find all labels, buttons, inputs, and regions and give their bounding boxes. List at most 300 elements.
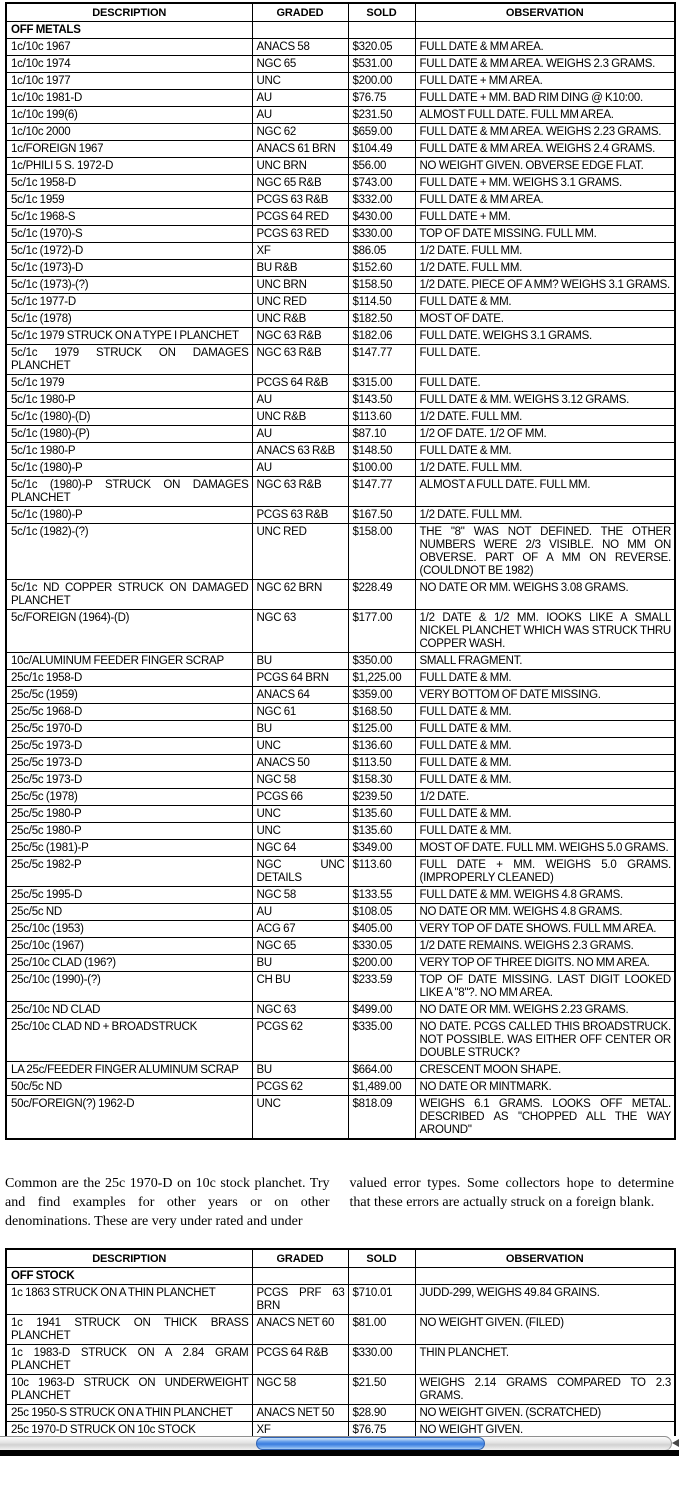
table-row bbox=[6, 524, 675, 580]
graded-cell: UNC RED bbox=[252, 294, 348, 311]
description-cell: 5c/1c (1980)-P bbox=[6, 507, 252, 524]
table-row bbox=[6, 375, 675, 392]
graded-cell: PCGS 62 bbox=[252, 1079, 348, 1096]
sold-cell: $167.50 bbox=[348, 507, 415, 524]
sold-cell: $113.60 bbox=[348, 409, 415, 426]
observation-cell: NO DATE OR MM. WEIGHS 3.08 GRAMS. bbox=[415, 580, 675, 610]
description-cell: 50c/FOREIGN(?) 1962-D bbox=[6, 1096, 252, 1140]
graded-cell: ANACS 61 BRN bbox=[252, 141, 348, 158]
graded-cell: NGC 64 bbox=[252, 840, 348, 857]
sold-cell: $133.55 bbox=[348, 887, 415, 904]
observation-cell: FULL DATE & MM. WEIGHS 3.12 GRAMS. bbox=[415, 392, 675, 409]
observation-cell: FULL DATE & MM AREA. WEIGHS 2.4 GRAMS. bbox=[415, 141, 675, 158]
description-cell: LA 25c/FEEDER FINGER ALUMINUM SCRAP bbox=[6, 1062, 252, 1079]
table-row bbox=[6, 772, 675, 789]
empty-cell bbox=[252, 1268, 348, 1285]
graded-cell: NGC 58 bbox=[252, 772, 348, 789]
graded-cell: AU bbox=[252, 392, 348, 409]
graded-cell: PCGS 66 bbox=[252, 789, 348, 806]
description-cell: 25c/5c (1978) bbox=[6, 789, 252, 806]
section-label: OFF METALS bbox=[6, 22, 252, 39]
column-header-description: DESCRIPTION bbox=[6, 3, 252, 22]
graded-cell: NGC 63 R&B bbox=[252, 345, 348, 375]
horizontal-scrollbar[interactable] bbox=[0, 1436, 679, 1451]
table-row bbox=[6, 955, 675, 972]
description-cell: 25c/5c ND bbox=[6, 904, 252, 921]
sold-cell: $28.90 bbox=[348, 1405, 415, 1422]
observation-cell: FULL DATE + MM. WEIGHS 5.0 GRAMS. (IMPROPERLY CLEANED) bbox=[415, 857, 675, 887]
description-cell: 25c/10c CLAD (196?) bbox=[6, 955, 252, 972]
table-row bbox=[6, 107, 675, 124]
observation-cell: NO WEIGHT GIVEN. bbox=[415, 1422, 675, 1439]
description-cell: 10c 1963-D STRUCK ON UNDERWEIGHT PLANCHET bbox=[6, 1375, 252, 1405]
description-cell: 25c/5c 1982-P bbox=[6, 857, 252, 887]
description-cell: 25c/10c (1953) bbox=[6, 921, 252, 938]
sold-cell: $81.00 bbox=[348, 1315, 415, 1345]
observation-cell: FULL DATE & MM AREA. bbox=[415, 192, 675, 209]
sold-cell: $114.50 bbox=[348, 294, 415, 311]
table-row bbox=[6, 904, 675, 921]
table-row bbox=[6, 1285, 675, 1315]
observation-cell: FULL DATE & MM. bbox=[415, 721, 675, 738]
table-row bbox=[6, 209, 675, 226]
description-cell: 5c/1c (1973)-D bbox=[6, 260, 252, 277]
table-row bbox=[6, 1079, 675, 1096]
sold-cell: $76.75 bbox=[348, 1422, 415, 1439]
empty-cell bbox=[415, 22, 675, 39]
observation-cell: THIN PLANCHET. bbox=[415, 1345, 675, 1375]
table-header-row bbox=[6, 1249, 675, 1268]
body-text bbox=[5, 1174, 674, 1231]
table-row bbox=[6, 158, 675, 175]
table-row bbox=[6, 1062, 675, 1079]
description-cell: 5c/1c (1980)-(D) bbox=[6, 409, 252, 426]
description-cell: 25c/5c 1980-P bbox=[6, 806, 252, 823]
description-cell: 5c/1c (1972)-D bbox=[6, 243, 252, 260]
section-label: OFF STOCK bbox=[6, 1268, 252, 1285]
table-row bbox=[6, 580, 675, 610]
observation-cell: FULL DATE & MM. bbox=[415, 738, 675, 755]
graded-cell: NGC 61 bbox=[252, 704, 348, 721]
sold-cell: $231.50 bbox=[348, 107, 415, 124]
description-cell: 5c/1c 1980-P bbox=[6, 392, 252, 409]
graded-cell: NGC 62 bbox=[252, 124, 348, 141]
table-row bbox=[6, 1375, 675, 1405]
table-row bbox=[6, 823, 675, 840]
table-row bbox=[6, 243, 675, 260]
graded-cell: PCGS 64 BRN bbox=[252, 670, 348, 687]
graded-cell: AU bbox=[252, 904, 348, 921]
observation-cell: 1/2 DATE. FULL MM. bbox=[415, 243, 675, 260]
description-cell: 5c/1c 1980-P bbox=[6, 443, 252, 460]
description-cell: 5c/1c ND COPPER STRUCK ON DAMAGED PLANCHET bbox=[6, 580, 252, 610]
table-row bbox=[6, 887, 675, 904]
sold-cell: $158.30 bbox=[348, 772, 415, 789]
table-row bbox=[6, 311, 675, 328]
table-header-row bbox=[6, 3, 675, 22]
description-cell: 25c/5c (1981)-P bbox=[6, 840, 252, 857]
sold-cell: $200.00 bbox=[348, 73, 415, 90]
description-cell: 1c/10c 2000 bbox=[6, 124, 252, 141]
graded-cell: PCGS 63 RED bbox=[252, 226, 348, 243]
graded-cell: PCGS 62 bbox=[252, 1019, 348, 1062]
observation-cell: NO WEIGHT GIVEN. (FILED) bbox=[415, 1315, 675, 1345]
observation-cell: FULL DATE & MM AREA. WEIGHS 2.23 GRAMS. bbox=[415, 124, 675, 141]
graded-cell: AU bbox=[252, 460, 348, 477]
sold-cell: $135.60 bbox=[348, 806, 415, 823]
description-cell: 25c/10c CLAD ND + BROADSTRUCK bbox=[6, 1019, 252, 1062]
scroll-left-arrow-icon[interactable] bbox=[672, 1439, 679, 1447]
observation-cell: 1/2 DATE. FULL MM. bbox=[415, 507, 675, 524]
description-cell: 25c 1970-D STRUCK ON 10c STOCK bbox=[6, 1422, 252, 1439]
graded-cell: UNC R&B bbox=[252, 311, 348, 328]
description-cell: 5c/1c (1970)-S bbox=[6, 226, 252, 243]
description-cell: 5c/FOREIGN (1964)-(D) bbox=[6, 610, 252, 653]
description-cell: 25c/5c 1973-D bbox=[6, 772, 252, 789]
table-row bbox=[6, 175, 675, 192]
observation-cell: FULL DATE & MM. bbox=[415, 755, 675, 772]
off-stock-table bbox=[5, 1248, 676, 1457]
sold-cell: $350.00 bbox=[348, 653, 415, 670]
observation-cell: 1/2 DATE. FULL MM. bbox=[415, 260, 675, 277]
sold-cell: $158.50 bbox=[348, 277, 415, 294]
graded-cell: UNC bbox=[252, 73, 348, 90]
table-row bbox=[6, 73, 675, 90]
observation-cell: NO DATE OR MM. WEIGHS 4.8 GRAMS. bbox=[415, 904, 675, 921]
column-header-graded: GRADED bbox=[252, 1249, 348, 1268]
observation-cell: 1/2 DATE. PIECE OF A MM? WEIGHS 3.1 GRAMS. bbox=[415, 277, 675, 294]
description-cell: 1c/10c 1967 bbox=[6, 39, 252, 56]
section-row bbox=[6, 1268, 675, 1285]
graded-cell: NGC 63 R&B bbox=[252, 477, 348, 507]
description-cell: 25c/5c 1973-D bbox=[6, 738, 252, 755]
sold-cell: $335.00 bbox=[348, 1019, 415, 1062]
description-cell: 25c/5c 1980-P bbox=[6, 823, 252, 840]
table-row bbox=[6, 39, 675, 56]
table-row bbox=[6, 460, 675, 477]
column-header-description: DESCRIPTION bbox=[6, 1249, 252, 1268]
graded-cell: NGC 65 R&B bbox=[252, 175, 348, 192]
column-header-observation: OBSERVATION bbox=[415, 3, 675, 22]
sold-cell: $405.00 bbox=[348, 921, 415, 938]
observation-cell: FULL DATE + MM. WEIGHS 3.1 GRAMS. bbox=[415, 175, 675, 192]
sold-cell: $233.59 bbox=[348, 972, 415, 1002]
description-cell: 1c 1983-D STRUCK ON A 2.84 GRAM PLANCHET bbox=[6, 1345, 252, 1375]
graded-cell: UNC R&B bbox=[252, 409, 348, 426]
observation-cell: 1/2 DATE REMAINS. WEIGHS 2.3 GRAMS. bbox=[415, 938, 675, 955]
observation-cell: MOST OF DATE. bbox=[415, 311, 675, 328]
table-row bbox=[6, 345, 675, 375]
column-header-sold: SOLD bbox=[348, 1249, 415, 1268]
observation-cell: WEIGHS 2.14 GRAMS COMPARED TO 2.3 GRAMS. bbox=[415, 1375, 675, 1405]
description-cell: 25c/5c 1968-D bbox=[6, 704, 252, 721]
observation-cell: CRESCENT MOON SHAPE. bbox=[415, 1062, 675, 1079]
table-row bbox=[6, 687, 675, 704]
table-row bbox=[6, 90, 675, 107]
graded-cell: ANACS 63 R&B bbox=[252, 443, 348, 460]
sold-cell: $147.77 bbox=[348, 477, 415, 507]
description-cell: 5c/1c 1979 STRUCK ON A TYPE I PLANCHET bbox=[6, 328, 252, 345]
graded-cell: PCGS 64 R&B bbox=[252, 1345, 348, 1375]
observation-cell: JUDD-299, WEIGHS 49.84 GRAINS. bbox=[415, 1285, 675, 1315]
description-cell: 10c/ALUMINUM FEEDER FINGER SCRAP bbox=[6, 653, 252, 670]
scrollbar-thumb[interactable] bbox=[256, 1437, 485, 1451]
table-row bbox=[6, 1002, 675, 1019]
sold-cell: $86.05 bbox=[348, 243, 415, 260]
graded-cell: ANACS 58 bbox=[252, 39, 348, 56]
observation-cell: FULL DATE & MM AREA. WEIGHS 2.3 GRAMS. bbox=[415, 56, 675, 73]
observation-cell: NO WEIGHT GIVEN. (SCRATCHED) bbox=[415, 1405, 675, 1422]
description-cell: 25c/10c ND CLAD bbox=[6, 1002, 252, 1019]
off-metals-table bbox=[5, 2, 676, 1140]
graded-cell: BU bbox=[252, 721, 348, 738]
observation-cell: FULL DATE & MM. bbox=[415, 443, 675, 460]
observation-cell: NO WEIGHT GIVEN. OBVERSE EDGE FLAT. bbox=[415, 158, 675, 175]
table-row bbox=[6, 806, 675, 823]
sold-cell: $147.77 bbox=[348, 345, 415, 375]
description-cell: 1c/PHILI 5 S. 1972-D bbox=[6, 158, 252, 175]
graded-cell: CH BU bbox=[252, 972, 348, 1002]
observation-cell: TOP OF DATE MISSING. LAST DIGIT LOOKED LIKE A "8"?. NO MM AREA. bbox=[415, 972, 675, 1002]
graded-cell: UNC RED bbox=[252, 524, 348, 580]
sold-cell: $100.00 bbox=[348, 460, 415, 477]
sold-cell: $200.00 bbox=[348, 955, 415, 972]
description-cell: 5c/1c 1958-D bbox=[6, 175, 252, 192]
section-spacer bbox=[5, 1231, 674, 1248]
graded-cell: ANACS NET 60 bbox=[252, 1315, 348, 1345]
observation-cell: WEIGHS 6.1 GRAMS. LOOKS OFF METAL. DESCRIBED AS "CHOPPED ALL THE WAY AROUND" bbox=[415, 1096, 675, 1140]
table-row bbox=[6, 409, 675, 426]
graded-cell: UNC BRN bbox=[252, 158, 348, 175]
sold-cell: $168.50 bbox=[348, 704, 415, 721]
observation-cell: TOP OF DATE MISSING. FULL MM. bbox=[415, 226, 675, 243]
graded-cell: NGC 58 bbox=[252, 887, 348, 904]
sold-cell: $239.50 bbox=[348, 789, 415, 806]
description-cell: 1c 1941 STRUCK ON THICK BRASS PLANCHET bbox=[6, 1315, 252, 1345]
sold-cell: $315.00 bbox=[348, 375, 415, 392]
graded-cell: NGC 63 R&B bbox=[252, 328, 348, 345]
graded-cell: ANACS 50 bbox=[252, 755, 348, 772]
sold-cell: $152.60 bbox=[348, 260, 415, 277]
sold-cell: $87.10 bbox=[348, 426, 415, 443]
observation-cell: 1/2 OF DATE. 1/2 OF MM. bbox=[415, 426, 675, 443]
description-cell: 50c/5c ND bbox=[6, 1079, 252, 1096]
sold-cell: $143.50 bbox=[348, 392, 415, 409]
observation-cell: FULL DATE. bbox=[415, 345, 675, 375]
empty-cell bbox=[252, 22, 348, 39]
observation-cell: FULL DATE & MM. bbox=[415, 670, 675, 687]
sold-cell: $330.00 bbox=[348, 1345, 415, 1375]
table-row bbox=[6, 392, 675, 409]
sold-cell: $330.05 bbox=[348, 938, 415, 955]
description-cell: 1c/FOREIGN 1967 bbox=[6, 141, 252, 158]
table-row bbox=[6, 721, 675, 738]
page-bottom-margin bbox=[0, 1456, 679, 1500]
description-cell: 1c/10c 1981-D bbox=[6, 90, 252, 107]
description-cell: 5c/1c (1978) bbox=[6, 311, 252, 328]
sold-cell: $710.01 bbox=[348, 1285, 415, 1315]
graded-cell: BU bbox=[252, 653, 348, 670]
sold-cell: $182.50 bbox=[348, 311, 415, 328]
sold-cell: $135.60 bbox=[348, 823, 415, 840]
observation-cell: FULL DATE + MM. BAD RIM DING @ K10:00. bbox=[415, 90, 675, 107]
sold-cell: $430.00 bbox=[348, 209, 415, 226]
table-row bbox=[6, 670, 675, 687]
body-text-right-column: valued error types. Some collectors hope to determine that these errors are actually struck on a foreign blank. bbox=[349, 1176, 674, 1210]
graded-cell: ANACS 64 bbox=[252, 687, 348, 704]
sold-cell: $332.00 bbox=[348, 192, 415, 209]
table-row bbox=[6, 192, 675, 209]
graded-cell: PCGS 64 R&B bbox=[252, 375, 348, 392]
observation-cell: FULL DATE & MM. WEIGHS 4.8 GRAMS. bbox=[415, 887, 675, 904]
column-header-graded: GRADED bbox=[252, 3, 348, 22]
graded-cell: NGC 63 bbox=[252, 1002, 348, 1019]
sold-cell: $499.00 bbox=[348, 1002, 415, 1019]
description-cell: 5c/1c 1977-D bbox=[6, 294, 252, 311]
graded-cell: AU bbox=[252, 426, 348, 443]
sold-cell: $1,489.00 bbox=[348, 1079, 415, 1096]
sold-cell: $359.00 bbox=[348, 687, 415, 704]
description-cell: 25c/5c (1959) bbox=[6, 687, 252, 704]
empty-cell bbox=[348, 22, 415, 39]
table-row bbox=[6, 260, 675, 277]
sold-cell: $659.00 bbox=[348, 124, 415, 141]
observation-cell: ALMOST FULL DATE. FULL MM AREA. bbox=[415, 107, 675, 124]
table-row bbox=[6, 328, 675, 345]
description-cell: 25c/10c (1990)-(?) bbox=[6, 972, 252, 1002]
graded-cell: PCGS 63 R&B bbox=[252, 192, 348, 209]
observation-cell: THE "8" WAS NOT DEFINED. THE OTHER NUMBERS WERE 2/3 VISIBLE. NO MM ON OBVERSE. PART OF A MM ON REVERSE. (COULDNOT BE 1982) bbox=[415, 524, 675, 580]
observation-cell: VERY BOTTOM OF DATE MISSING. bbox=[415, 687, 675, 704]
observation-cell: FULL DATE & MM AREA. bbox=[415, 39, 675, 56]
table-row bbox=[6, 294, 675, 311]
table-row bbox=[6, 1405, 675, 1422]
description-cell: 5c/1c (1980)-(P) bbox=[6, 426, 252, 443]
observation-cell: 1/2 DATE. bbox=[415, 789, 675, 806]
graded-cell: NGC 63 bbox=[252, 610, 348, 653]
graded-cell: UNC bbox=[252, 806, 348, 823]
observation-cell: 1/2 DATE. FULL MM. bbox=[415, 460, 675, 477]
description-cell: 25c 1950-S STRUCK ON A THIN PLANCHET bbox=[6, 1405, 252, 1422]
sold-cell: $136.60 bbox=[348, 738, 415, 755]
sold-cell: $113.60 bbox=[348, 857, 415, 887]
description-cell: 5c/1c 1959 bbox=[6, 192, 252, 209]
observation-cell: NO DATE. PCGS CALLED THIS BROADSTRUCK. NOT POSSIBLE. WAS EITHER OFF CENTER OR DOUBLE STRUCK? bbox=[415, 1019, 675, 1062]
graded-cell: AU bbox=[252, 90, 348, 107]
description-cell: 5c/1c 1979 bbox=[6, 375, 252, 392]
table-row bbox=[6, 1019, 675, 1062]
graded-cell: ACG 67 bbox=[252, 921, 348, 938]
observation-cell: FULL DATE & MM. bbox=[415, 823, 675, 840]
observation-cell: FULL DATE. WEIGHS 3.1 GRAMS. bbox=[415, 328, 675, 345]
graded-cell: UNC bbox=[252, 823, 348, 840]
table-row bbox=[6, 226, 675, 243]
table-row bbox=[6, 426, 675, 443]
observation-cell: ALMOST A FULL DATE. FULL MM. bbox=[415, 477, 675, 507]
sold-cell: $320.05 bbox=[348, 39, 415, 56]
table-row bbox=[6, 56, 675, 73]
sold-cell: $228.49 bbox=[348, 580, 415, 610]
observation-cell: FULL DATE + MM AREA. bbox=[415, 73, 675, 90]
table-row bbox=[6, 755, 675, 772]
sold-cell: $113.50 bbox=[348, 755, 415, 772]
table-row bbox=[6, 921, 675, 938]
sold-cell: $177.00 bbox=[348, 610, 415, 653]
sold-cell: $330.00 bbox=[348, 226, 415, 243]
description-cell: 25c/1c 1958-D bbox=[6, 670, 252, 687]
sold-cell: $158.00 bbox=[348, 524, 415, 580]
observation-cell: FULL DATE & MM. bbox=[415, 772, 675, 789]
observation-cell: SMALL FRAGMENT. bbox=[415, 653, 675, 670]
graded-cell: UNC bbox=[252, 1096, 348, 1140]
graded-cell: PCGS 64 RED bbox=[252, 209, 348, 226]
graded-cell: AU bbox=[252, 107, 348, 124]
description-cell: 5c/1c (1982)-(?) bbox=[6, 524, 252, 580]
table-row bbox=[6, 738, 675, 755]
table-row bbox=[6, 141, 675, 158]
table-row bbox=[6, 507, 675, 524]
observation-cell: 1/2 DATE & 1/2 MM. IOOKS LIKE A SMALL NICKEL PLANCHET WHICH WAS STRUCK THRU COPPER WASH. bbox=[415, 610, 675, 653]
table-row bbox=[6, 840, 675, 857]
empty-cell bbox=[415, 1268, 675, 1285]
body-text-left-column: Common are the 25c 1970-D on 10c stock planchet. Try and find examples for other years or on other denominations. These are very under rated and under bbox=[5, 1176, 330, 1229]
section-row bbox=[6, 22, 675, 39]
description-cell: 25c/10c (1967) bbox=[6, 938, 252, 955]
table-row bbox=[6, 124, 675, 141]
description-cell: 5c/1c 1979 STRUCK ON DAMAGES PLANCHET bbox=[6, 345, 252, 375]
observation-cell: FULL DATE & MM. bbox=[415, 294, 675, 311]
graded-cell: BU bbox=[252, 955, 348, 972]
table-row bbox=[6, 653, 675, 670]
table-row bbox=[6, 1315, 675, 1345]
description-cell: 1c/10c 1974 bbox=[6, 56, 252, 73]
description-cell: 1c/10c 1977 bbox=[6, 73, 252, 90]
observation-cell: FULL DATE & MM. bbox=[415, 806, 675, 823]
observation-cell: VERY TOP OF DATE SHOWS. FULL MM AREA. bbox=[415, 921, 675, 938]
graded-cell: XF bbox=[252, 1422, 348, 1439]
table-row bbox=[6, 610, 675, 653]
sold-cell: $743.00 bbox=[348, 175, 415, 192]
column-header-sold: SOLD bbox=[348, 3, 415, 22]
graded-cell: BU bbox=[252, 1062, 348, 1079]
sold-cell: $104.49 bbox=[348, 141, 415, 158]
table-row bbox=[6, 938, 675, 955]
table-row bbox=[6, 443, 675, 460]
sold-cell: $21.50 bbox=[348, 1375, 415, 1405]
sold-cell: $56.00 bbox=[348, 158, 415, 175]
graded-cell: PCGS PRF 63 BRN bbox=[252, 1285, 348, 1315]
table-row bbox=[6, 1096, 675, 1140]
table-row bbox=[6, 477, 675, 507]
empty-cell bbox=[348, 1268, 415, 1285]
graded-cell: UNC BRN bbox=[252, 277, 348, 294]
graded-cell: NGC 62 BRN bbox=[252, 580, 348, 610]
description-cell: 1c 1863 STRUCK ON A THIN PLANCHET bbox=[6, 1285, 252, 1315]
table-row bbox=[6, 704, 675, 721]
observation-cell: FULL DATE. bbox=[415, 375, 675, 392]
sold-cell: $531.00 bbox=[348, 56, 415, 73]
table-row bbox=[6, 789, 675, 806]
sold-cell: $148.50 bbox=[348, 443, 415, 460]
description-cell: 25c/5c 1970-D bbox=[6, 721, 252, 738]
graded-cell: ANACS NET 50 bbox=[252, 1405, 348, 1422]
description-cell: 5c/1c (1973)-(?) bbox=[6, 277, 252, 294]
observation-cell: 1/2 DATE. FULL MM. bbox=[415, 409, 675, 426]
description-cell: 25c/5c 1995-D bbox=[6, 887, 252, 904]
sold-cell: $125.00 bbox=[348, 721, 415, 738]
observation-cell: FULL DATE & MM. bbox=[415, 704, 675, 721]
graded-cell: XF bbox=[252, 243, 348, 260]
